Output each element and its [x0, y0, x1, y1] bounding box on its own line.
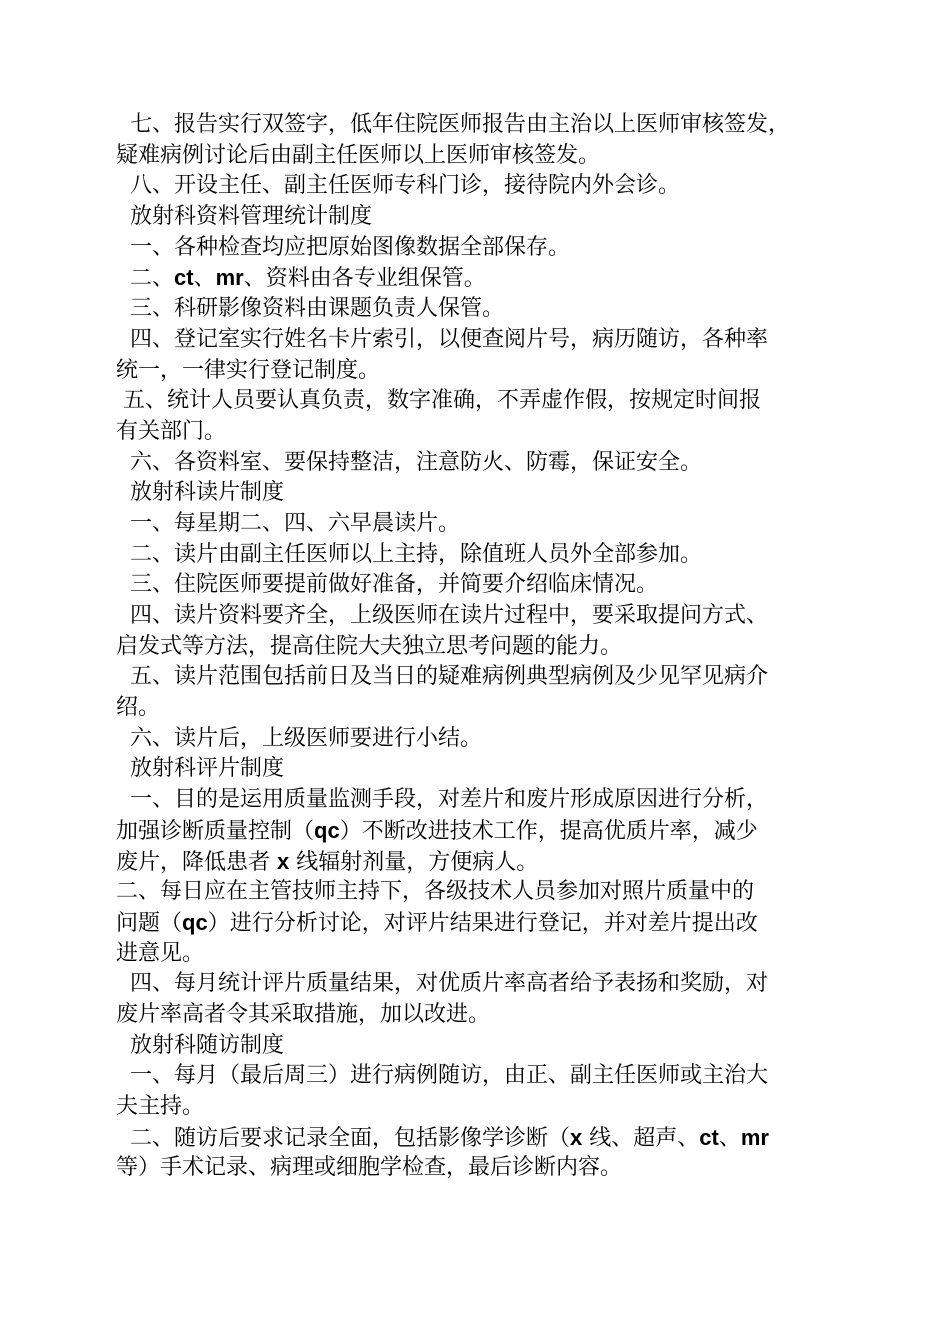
text-line [116, 693, 846, 724]
text-segment: 七、报告实行双签字，低年住院医师报告由主治以上医师审核签发， [116, 112, 790, 137]
text-segment: 放射科读片制度 [116, 480, 284, 506]
text-segment: ）进行分析讨论，对评片结果进行登记，并对差片提出改 [207, 910, 758, 936]
text-segment: 三、科研影像资料由课题负责人保管。 [116, 296, 504, 322]
text-line [116, 509, 846, 540]
text-line [116, 478, 846, 509]
text-segment: 五、读片范围包括前日及当日的疑难病例典型病例及少见罕见病介 [116, 664, 768, 690]
text-line [116, 785, 846, 816]
text-segment: 四、每月统计评片质量结果，对优质片率高者给予表扬和奖励，对 [116, 971, 768, 997]
text-segment: 四、读片资料要齐全，上级医师在读片过程中，要采取提问方式、 [116, 603, 768, 628]
latin-term: x [570, 1124, 583, 1150]
text-line [116, 1123, 846, 1154]
text-segment: 等）手术记录、病理或细胞学检查，最后诊断内容。 [116, 1155, 623, 1181]
text-segment: 放射科资料管理统计制度 [116, 204, 372, 230]
text-line [116, 141, 846, 172]
text-line [116, 754, 846, 785]
text-segment: 问题（ [116, 910, 183, 936]
text-line [116, 386, 846, 417]
text-segment: 统一，一律实行登记制度。 [116, 357, 381, 383]
text-line [116, 570, 846, 601]
text-segment: 废片，降低患者 [116, 849, 277, 875]
text-segment: 线、超声、 [582, 1125, 700, 1151]
text-segment: 二、读片由副主任医师以上主持，除值班人员外全部参加。 [116, 541, 702, 567]
text-line [116, 632, 846, 663]
text-line [116, 1092, 846, 1123]
text-segment: 一、每月（最后周三）进行病例随访，由正、副主任医师或主治大 [116, 1063, 768, 1089]
latin-term: mr [740, 1124, 769, 1150]
text-line [116, 448, 846, 479]
text-line [116, 1061, 846, 1092]
text-line [116, 816, 846, 847]
text-line [116, 356, 846, 387]
text-line [116, 1000, 846, 1031]
text-line [116, 110, 846, 141]
text-segment: 夫主持。 [116, 1094, 205, 1119]
text-segment: 六、各资料室、要保持整洁，注意防火、防霉，保证安全。 [116, 449, 702, 475]
text-segment: 二、每日应在主管技师主持下，各级技术人员参加对照片质量中的 [116, 879, 755, 905]
text-segment: 六、读片后，上级医师要进行小结。 [116, 725, 482, 751]
text-line [116, 662, 846, 693]
text-segment: 、资料由各专业组保管。 [243, 266, 486, 292]
text-line [116, 540, 846, 571]
text-line [116, 263, 846, 294]
text-line [116, 171, 846, 202]
text-segment: ）不断改进技术工作，提高优质片率，减少 [339, 818, 758, 844]
text-line [116, 877, 846, 908]
latin-term: ct [174, 265, 194, 291]
text-segment: 疑难病例讨论后由副主任医师以上医师审核签发。 [116, 142, 601, 168]
latin-term: x [277, 848, 290, 874]
text-segment: 进意见。 [116, 940, 205, 966]
text-segment: 三、住院医师要提前做好准备，并简要介绍临床情况。 [116, 572, 658, 598]
text-segment: 、 [193, 266, 216, 292]
text-segment: 二、 [116, 266, 174, 292]
text-line [116, 601, 846, 632]
text-line [116, 202, 846, 233]
text-line [116, 417, 846, 448]
text-line [116, 939, 846, 970]
text-segment: 二、随访后要求记录全面，包括影像学诊断（ [116, 1125, 570, 1151]
latin-term: mr [215, 265, 244, 291]
text-segment: 一、目的是运用质量监测手段，对差片和废片形成原因进行分析， [116, 787, 768, 813]
text-segment: 启发式等方法，提高住院大夫独立思考问题的能力。 [116, 633, 623, 659]
text-line [116, 724, 846, 755]
text-line [116, 294, 846, 325]
text-line [116, 1031, 846, 1062]
text-segment: 四、登记室实行姓名卡片索引，以便查阅片号，病历随访，各种率 [116, 326, 768, 352]
text-segment: 线辐射剂量，方便病人。 [289, 849, 539, 875]
text-line [116, 233, 846, 264]
latin-term: ct [699, 1124, 719, 1150]
text-segment: 一、各种检查均应把原始图像数据全部保存。 [116, 234, 570, 260]
text-segment: 废片率高者令其采取措施，加以改进。 [116, 1001, 491, 1027]
text-segment: 一、每星期二、四、六早晨读片。 [116, 510, 460, 536]
latin-term: qc [182, 909, 208, 935]
text-segment: 八、开设主任、副主任医师专科门诊，接待院内外会诊。 [116, 173, 680, 199]
text-segment: 绍。 [116, 695, 161, 721]
text-line [116, 847, 846, 878]
text-segment: 、 [718, 1125, 741, 1151]
text-segment: 放射科评片制度 [116, 756, 284, 782]
text-line [116, 325, 846, 356]
text-segment: 五、统计人员要认真负责，数字准确，不弄虚作假，按规定时间报 [116, 388, 761, 414]
text-line [116, 908, 846, 939]
latin-term: qc [314, 817, 340, 843]
text-segment: 放射科随访制度 [116, 1032, 284, 1058]
text-segment: 加强诊断质量控制（ [116, 818, 315, 844]
text-segment: 有关部门。 [116, 418, 227, 444]
document-body [116, 110, 846, 1184]
text-line [116, 969, 846, 1000]
text-line [116, 1153, 846, 1184]
